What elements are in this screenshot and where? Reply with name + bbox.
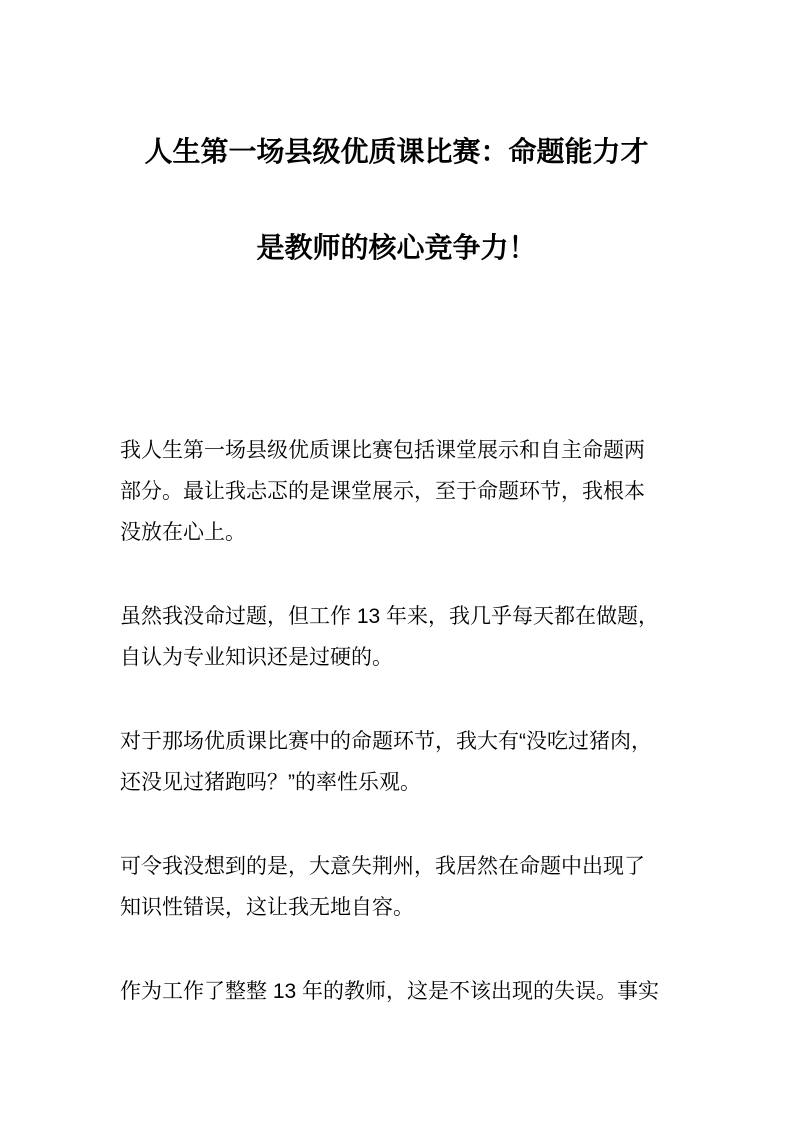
title-line: 是教师的核心竞争力！ (256, 232, 537, 263)
document-title (0, 128, 793, 320)
paragraph (120, 721, 680, 803)
paragraph (120, 846, 680, 928)
paragraph (120, 596, 680, 678)
paragraph (120, 971, 680, 1012)
text-line: 虽然我没命过题，但工作 13 年来，我几乎每天都在做题， (120, 605, 660, 628)
text-line: 还没见过猪跑吗？”的率性乐观。 (120, 771, 421, 794)
text-line: 部分。最让我忐忑的是课堂展示，至于命题环节，我根本 (120, 480, 645, 503)
text-line: 我人生第一场县级优质课比赛包括课堂展示和自主命题两 (120, 439, 645, 462)
text-line: 可令我没想到的是，大意失荆州，我居然在命题中出现了 (120, 855, 645, 878)
text-line: 作为工作了整整 13 年的教师，这是不该出现的失误。事实 (120, 980, 660, 1003)
text-line: 对于那场优质课比赛中的命题环节，我大有“没吃过猪肉， (120, 730, 652, 753)
title-line: 人生第一场县级优质课比赛：命题能力才 (144, 136, 649, 167)
text-line: 没放在心上。 (120, 521, 246, 544)
text-line: 自认为专业知识还是过硬的。 (120, 646, 393, 669)
text-line: 知识性错误，这让我无地自容。 (120, 896, 414, 919)
document-body (120, 430, 680, 1055)
paragraph (120, 430, 680, 553)
